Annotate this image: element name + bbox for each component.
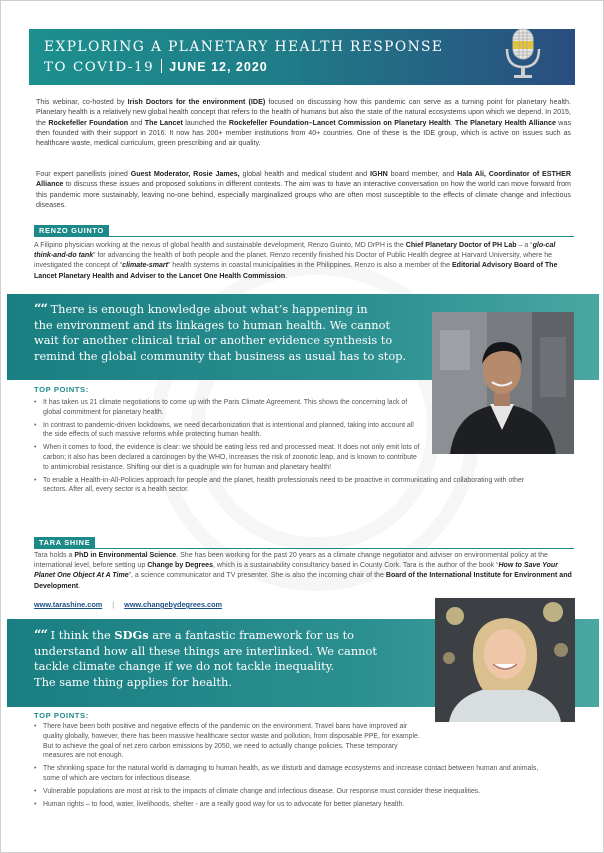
quote-line: the environment and its linkages to human health. We cannot xyxy=(34,317,391,332)
bio-text: . She has been working for the past 20 years as a climate change negotiator and adviser on environmental policy at the international level, before setting up xyxy=(34,552,548,570)
intro-text: was then founded with their support in 2016. It now has 200+ member institutions from 40+ countries. One of these is the IDE group, which is active on issues such as healthcare waste, medical curriculum, green prescribing and air quality. xyxy=(36,118,572,148)
top-point-item: • Vulnerable populations are most at risk to the impacts of climate change and infectious disease. Our response must consider these inequalities. xyxy=(34,787,564,797)
quote-line: The same thing applies for health. xyxy=(34,675,232,690)
top-points-title: TOP POINTS: xyxy=(34,711,89,720)
intro-paragraph-1 xyxy=(36,97,571,148)
page-title xyxy=(44,39,474,56)
quote-mark-icon: ““ xyxy=(34,628,47,643)
bio-emphasis: glo-cal think-and-do tank xyxy=(34,242,556,260)
top-points-title: TOP POINTS: xyxy=(34,385,89,394)
speaker-photo xyxy=(435,598,575,722)
speaker-quote xyxy=(34,302,406,365)
bio-text: , which is a sustainability consultancy based in County Cork. Tara is the author of the book “ xyxy=(213,562,499,570)
bio-board: Editorial Advisory Board of The Lancet Planetary Health and Adviser to the Lancet One Health Commission xyxy=(34,262,558,280)
quote-line: understand how all these things are interlinked. We cannot xyxy=(34,643,377,658)
bio-text: ” for advancing the health of both people and the planet. Renzo recently finished his Doctor of Public Health degree at Harvard University, where he investigated the concept of “ xyxy=(34,252,553,270)
intro-text: and xyxy=(128,118,145,127)
speaker-links xyxy=(34,600,222,609)
quote-line: There is enough knowledge about what’s happening in xyxy=(46,302,368,316)
bio-text: ”, a science communicator and TV presenter. She is also the incoming chair of the xyxy=(128,572,386,580)
microphone-icon xyxy=(501,27,545,79)
intro-text: focused on discussing how this pandemic can serve as a turning point for planetary health. Planetary health is a relatively new global health concept that refers to the health of humans but also the state of the natural ecosystems upon which we depend. In 2015, the xyxy=(36,98,572,127)
speaker-bio xyxy=(34,551,572,592)
top-point-item: • The shrinking space for the natural world is damaging to human health, as we disturb and damage ecosystems and increase contact between human and animals, some of which are vectors for infectious disease. xyxy=(34,764,554,784)
title-line-1: EXPLORING A PLANETARY HEALTH RESPONSE xyxy=(44,39,444,55)
intro-commission: Rockefeller Foundation–Lancet Commission on Planetary Health xyxy=(228,118,451,127)
bio-text: A Filipino physician working at the nexus of global health and sustainable development, Renzo Guinto, MD DrPH is the xyxy=(34,242,406,249)
top-point-item: • There have been both positive and negative effects of the pandemic on the environment. Travel bans have improved air quality globally, however, there has been massive healthcare sector waste and pollution, from disposable PPE, for example. But to achieve the goal of net zero carbon emissions by 2050, we need to actually change policies. These temporary measures are not enough. xyxy=(34,722,424,761)
intro-text: launched the xyxy=(182,118,229,127)
quote-mark-icon: ““ xyxy=(34,302,47,317)
bio-text: ” health systems in coastal municipalities in the Philippines. Renzo is also a member of the xyxy=(167,262,452,270)
top-point-item: • To enable a Health-in-All-Policies approach for people and the planet, health professionals need to be proactive in communicating and collaborating with other sectors. After all, every sector is a health sector. xyxy=(34,476,544,496)
intro-text: . xyxy=(450,118,456,127)
bio-book-title: How to Save Your Planet One Object At A Time xyxy=(34,562,558,580)
bio-text: . xyxy=(78,582,81,590)
speaker-photo xyxy=(432,312,574,454)
website-link[interactable]: www.tarashine.com xyxy=(34,600,103,609)
intro-text: Four expert panellists joined xyxy=(36,170,131,178)
bio-text: Tara holds a xyxy=(34,552,75,559)
intro-org-ighn: IGHN xyxy=(369,170,388,178)
intro-coordinator: Hala Ali, Coordinator of ESTHER Alliance xyxy=(36,170,571,189)
quote-line: tackle climate change if we do not tackle inequality. xyxy=(34,659,335,674)
event-date: JUNE 12, 2020 xyxy=(169,60,268,74)
intro-org-rockefeller: Rockefeller Foundation xyxy=(48,118,129,127)
intro-moderator: Guest Moderator, Rosie James, xyxy=(130,170,240,178)
top-point-item: • Human rights – to food, water, livelihoods, shelter - are a really good way for us to advocate for better planetary health. xyxy=(34,800,564,810)
header-banner xyxy=(29,29,575,85)
top-points-list xyxy=(34,398,525,498)
bio-degree: PhD in Environmental Science xyxy=(74,552,177,559)
title-separator xyxy=(161,59,162,73)
bio-board: Board of the International Institute for Environment and Development xyxy=(34,572,572,590)
quote-line: wait for another clinical trial or another evidence synthesis to xyxy=(34,333,393,348)
quote-text: are a fantastic framework for us to xyxy=(148,628,355,642)
intro-text: to discuss these issues and proposed solutions in different contexts. The aim was to have an interactive conversation on how the world can move forward from this pandemic more sustainably, leaving no-one behind, especially marginalized groups who are often most susceptible to the effects of climate change and infectious diseases. xyxy=(36,180,571,209)
website-link[interactable]: www.changebydegrees.com xyxy=(124,600,223,609)
intro-text: global health and medical student and xyxy=(239,170,370,178)
title-line-2: TO COVID-19 xyxy=(44,60,155,75)
title-subline xyxy=(44,59,268,75)
intro-paragraph-2 xyxy=(36,169,571,210)
top-point-item: • It has taken us 21 climate negotiations to come up with the Paris Climate Agreement. This shows the concerning lack of global commitment for planetary health. xyxy=(34,398,424,418)
top-points-list xyxy=(34,722,539,812)
bio-text: . xyxy=(285,272,288,280)
quote-line: remind the global community that business as usual has to stop. xyxy=(34,349,407,364)
top-point-item: • When it comes to food, the evidence is clear: we should be eating less red and processed meat. It does not only emit lots of carbon; it also has been declared a carcinogen by the WHO, increases the risk of zoonotic leap, and is known to contribute to antimicrobial resistance. Shifting our diet is a quadruple win for human and planetary health! xyxy=(34,443,424,472)
intro-text: This webinar, co-hosted by xyxy=(36,98,128,106)
section-divider xyxy=(34,548,574,549)
bio-emphasis: climate-smart xyxy=(122,262,168,270)
bio-company: Change by Degrees xyxy=(147,562,214,570)
speaker-bio xyxy=(34,241,572,282)
speaker-quote xyxy=(34,628,377,691)
intro-org-lancet: The Lancet xyxy=(144,118,183,127)
bio-role: Chief Planetary Doctor of PH Lab xyxy=(405,242,517,249)
link-separator: | xyxy=(112,600,115,609)
speaker-name-tag: TARA SHINE xyxy=(34,537,95,548)
bio-text: – a “ xyxy=(516,242,533,249)
quote-text: I think the xyxy=(46,628,115,642)
intro-alliance: The Planetary Health Alliance xyxy=(455,118,556,127)
section-divider xyxy=(34,236,574,237)
intro-org-ide: Irish Doctors for the environment (IDE) xyxy=(127,98,266,106)
intro-text: board member, and xyxy=(387,170,458,178)
quote-emphasis: SDGs xyxy=(114,628,149,642)
top-point-item: • In contrast to pandemic-driven lockdowns, we need decarbonization that is intentional and planned, taking into account all the side effects of such massive reforms while protecting human health. xyxy=(34,421,424,441)
speaker-name-tag: RENZO GUINTO xyxy=(34,225,109,236)
